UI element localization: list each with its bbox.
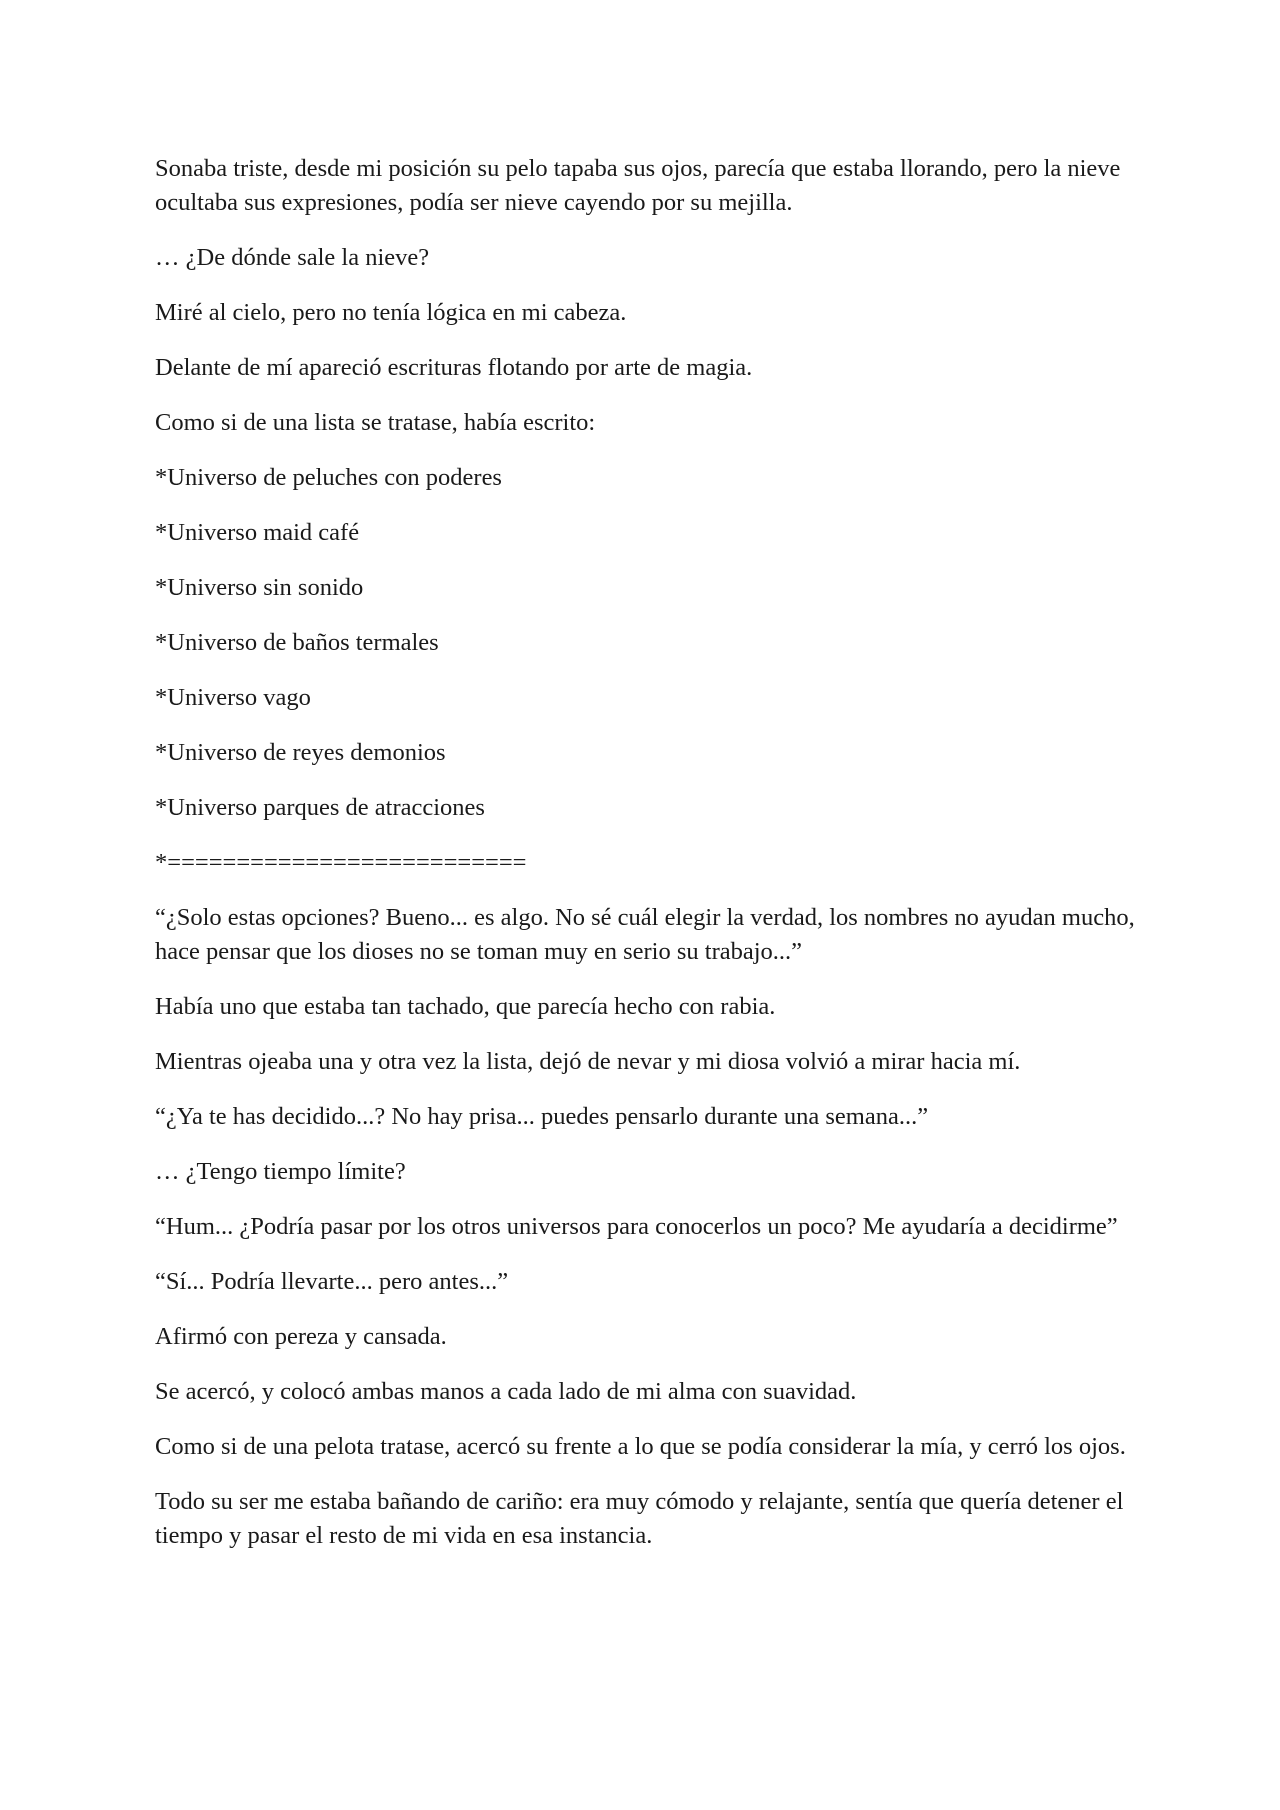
paragraph: Delante de mí apareció escrituras flotando por arte de magia. [155, 354, 753, 381]
list-item: *Universo parques de atracciones [155, 794, 485, 821]
paragraph: Todo su ser me estaba bañando de cariño: era muy cómodo y relajante, sentía que quería detener el tiempo y pasar el resto de mi vida en esa instancia. [155, 1488, 1124, 1549]
paragraph: Miré al cielo, pero no tenía lógica en mi cabeza. [155, 299, 627, 326]
list-item: *Universo de baños termales [155, 629, 439, 656]
paragraph: Afirmó con pereza y cansada. [155, 1323, 447, 1350]
paragraph: Se acercó, y colocó ambas manos a cada lado de mi alma con suavidad. [155, 1378, 857, 1405]
paragraph: “Sí... Podría llevarte... pero antes...” [155, 1268, 509, 1295]
paragraph: … ¿De dónde sale la nieve? [155, 244, 430, 271]
list-item: *Universo sin sonido [155, 574, 364, 601]
document-body [155, 152, 1135, 1574]
paragraph: “¿Ya te has decidido...? No hay prisa... puedes pensarlo durante una semana...” [155, 1103, 929, 1130]
paragraph: “¿Solo estas opciones? Bueno... es algo. No sé cuál elegir la verdad, los nombres no ayudan mucho, hace pensar que los dioses no se toman muy en serio su trabajo...” [155, 904, 1135, 965]
paragraph: “Hum... ¿Podría pasar por los otros universos para conocerlos un poco? Me ayudaría a decidirme” [155, 1213, 1118, 1240]
list-item-crossed-out: *========================== [155, 849, 527, 876]
paragraph: Como si de una lista se tratase, había escrito: [155, 409, 596, 436]
paragraph: … ¿Tengo tiempo límite? [155, 1158, 406, 1185]
list-item: *Universo maid café [155, 519, 360, 546]
list-item: *Universo de peluches con poderes [155, 464, 502, 491]
paragraph: Como si de una pelota tratase, acercó su frente a lo que se podía considerar la mía, y cerró los ojos. [155, 1433, 1126, 1460]
list-item: *Universo de reyes demonios [155, 739, 446, 766]
paragraph: Había uno que estaba tan tachado, que parecía hecho con rabia. [155, 993, 776, 1020]
paragraph: Mientras ojeaba una y otra vez la lista, dejó de nevar y mi diosa volvió a mirar hacia mí. [155, 1048, 1021, 1075]
paragraph: Sonaba triste, desde mi posición su pelo tapaba sus ojos, parecía que estaba llorando, pero la nieve ocultaba sus expresiones, podía ser nieve cayendo por su mejilla. [155, 155, 1121, 216]
list-item: *Universo vago [155, 684, 311, 711]
